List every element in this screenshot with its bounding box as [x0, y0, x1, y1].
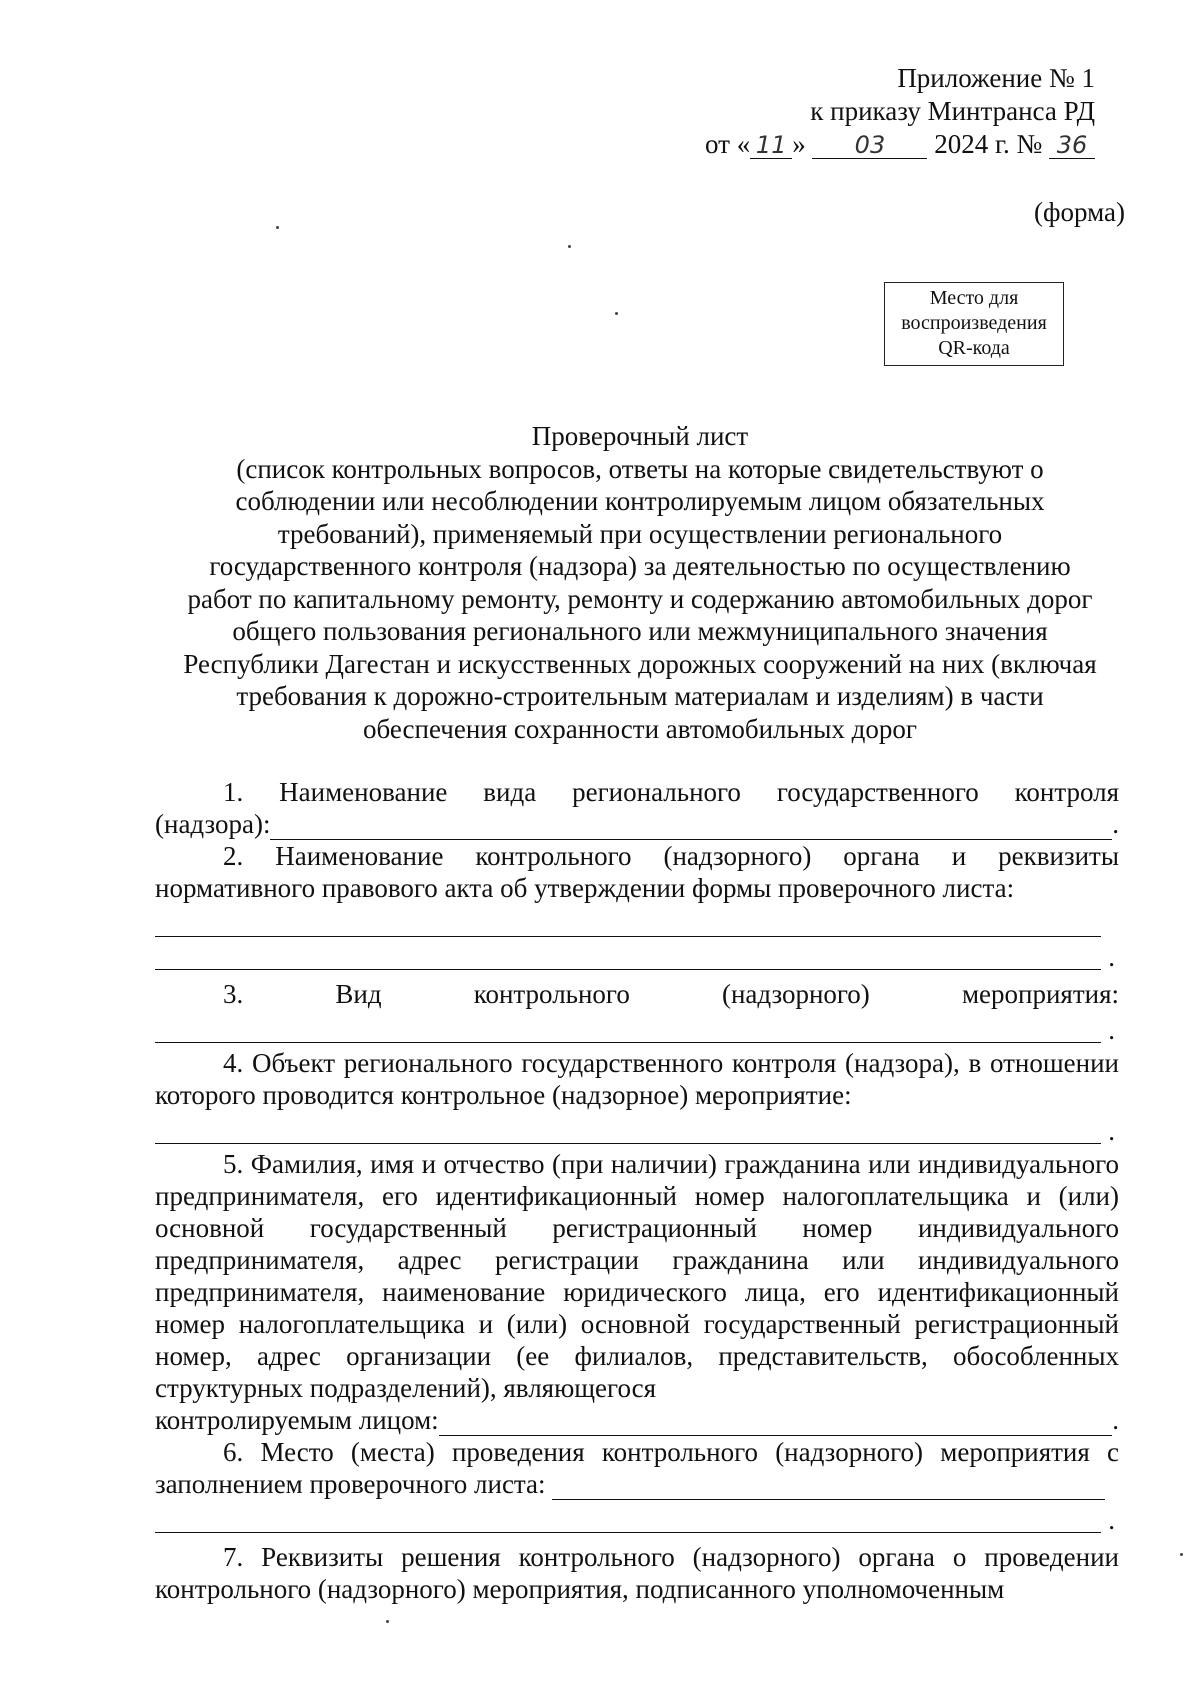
- title-line: работ по капитальному ремонту, ремонту и содержанию автомобильных дорог: [187, 583, 1093, 614]
- title-line: государственного контроля (надзора) за деятельностью по осуществлению: [209, 551, 1071, 581]
- qr-code-placeholder: [884, 282, 1064, 366]
- title-heading: Проверочный лист: [531, 421, 749, 451]
- scan-speck: [568, 245, 571, 248]
- item-6-fill-row: [155, 1468, 1119, 1500]
- scan-speck: [615, 312, 618, 315]
- document-title: [150, 420, 1130, 745]
- scan-speck: [1180, 1553, 1183, 1556]
- item-2: 2. Наименование контрольного (надзорного) органа и реквизиты нормативного правового акта об утверждении формы проверочного листа:: [155, 841, 1119, 903]
- item-2-blank[interactable]: [155, 937, 1101, 970]
- order-reference: к приказу Минтранса РД: [810, 96, 1095, 126]
- title-line: (список контрольных вопросов, ответы на которые свидетельствуют о: [236, 453, 1044, 484]
- item-3: 3. Вид контрольного (надзорного) мероприятия:: [223, 979, 1119, 1009]
- item-6-tail: заполнением проверочного листа:: [155, 1469, 546, 1499]
- handwritten-day: 11: [750, 132, 792, 159]
- item-6: 6. Место (места) проведения контрольного (надзорного) мероприятия с: [223, 1437, 1119, 1467]
- item-5-fill-row: [155, 1404, 1119, 1436]
- item-1-fill-row: [155, 808, 1119, 840]
- date-mid: »: [792, 129, 806, 159]
- qr-box-line: Место для: [929, 287, 1019, 309]
- title-line: соблюдении или несоблюдении контролируемым лицом обязательных: [235, 486, 1045, 516]
- item-4-blank[interactable]: [155, 1111, 1101, 1144]
- handwritten-order-number: 36: [1049, 132, 1095, 159]
- scan-speck: [386, 1620, 389, 1623]
- handwritten-month: 03: [812, 132, 927, 159]
- date-prefix: от «: [705, 129, 751, 159]
- item-5-blank[interactable]: [439, 1407, 1113, 1436]
- scan-speck: [276, 226, 279, 229]
- appendix-header: [705, 62, 1095, 161]
- item-1-blank[interactable]: [270, 811, 1112, 840]
- form-body: [155, 776, 1119, 1605]
- item-5: 5. Фамилия, имя и отчество (при наличии) гражданина или индивидуального предпринимателя, его идентификационный номер налогоплательщика и (или) основной государственный регистрационный номер индивидуального предпринимателя, адрес регистрации гражданина или индивидуального предпринимателя, наименование юридического лица, его идентификационный номер налогоплательщика и (или) основной государственный регистрационный номер, адрес организации (ее филиалов, представительств, обособленных структурных подразделений), являющегося: [155, 1149, 1119, 1403]
- item-2-blank[interactable]: [155, 904, 1101, 937]
- item-6-blank[interactable]: [155, 1500, 1101, 1533]
- form-label: (форма): [1034, 197, 1125, 227]
- title-line: требования к дорожно-строительным материалам и изделиям) в части: [236, 681, 1044, 711]
- item-4: 4. Объект регионального государственного контроля (надзора), в отношении которого проводится контрольное (надзорное) мероприятие:: [155, 1048, 1119, 1110]
- order-date-line: [705, 128, 1095, 161]
- title-line: обеспечения сохранности автомобильных дорог: [363, 713, 917, 744]
- qr-box-line: воспроизведения: [901, 312, 1047, 334]
- item-5-tail: контролируемым лицом:: [155, 1405, 439, 1435]
- item-3-blank[interactable]: [155, 1010, 1101, 1043]
- title-line: общего пользования регионального или межмуниципального значения: [232, 616, 1048, 646]
- period: .: [1112, 1405, 1119, 1435]
- appendix-number: Приложение № 1: [897, 63, 1095, 93]
- qr-box-line: QR-кода: [938, 337, 1010, 359]
- title-line: требований), применяемый при осуществлении регионального: [277, 518, 1003, 549]
- period: .: [1112, 809, 1119, 839]
- item-7: 7. Реквизиты решения контрольного (надзорного) органа о проведении контрольного (надзорного) мероприятия, подписанного уполномоченным: [155, 1542, 1119, 1604]
- title-line: Республики Дагестан и искусственных дорожных сооружений на них (включая: [183, 648, 1097, 679]
- item-1-tail: (надзора):: [155, 809, 271, 839]
- year-and-number-label: 2024 г. №: [934, 129, 1043, 159]
- item-1: 1. Наименование вида регионального государственного контроля: [223, 777, 1119, 807]
- item-6-blank[interactable]: [552, 1471, 1105, 1500]
